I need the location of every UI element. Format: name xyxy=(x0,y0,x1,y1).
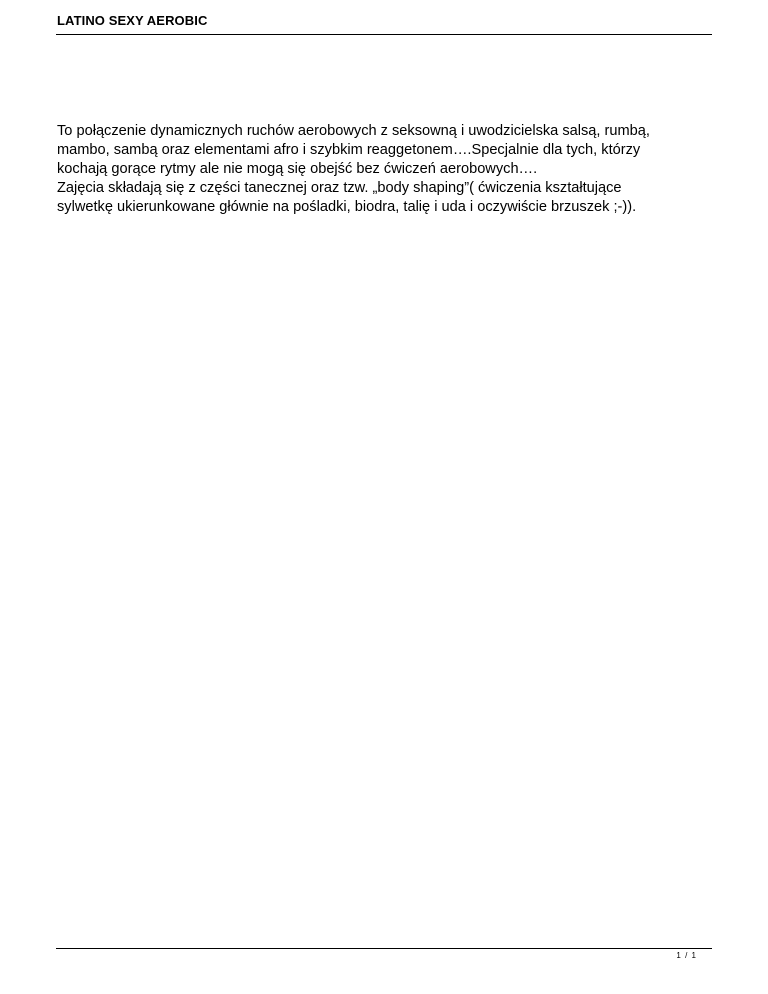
body-line-1: To połączenie dynamicznych ruchów aerobowych z seksowną i uwodzicielska salsą, rumbą, xyxy=(57,123,650,139)
article-body xyxy=(57,122,717,217)
body-line-4: Zajęcia składają się z części tanecznej oraz tzw. „body shaping”( ćwiczenia kształtujące xyxy=(57,180,622,196)
body-line-2: mambo, sambą oraz elementami afro i szybkim reaggetonem….Specjalnie dla tych, którzy xyxy=(57,142,641,158)
body-line-3: kochają gorące rytmy ale nie mogą się obejść bez ćwiczeń aerobowych…. xyxy=(57,161,538,177)
body-line-5: sylwetkę ukierunkowane głównie na pośladki, biodra, talię i uda i oczywiście brzuszek ;-)). xyxy=(57,199,637,215)
page-title: LATINO SEXY AEROBIC xyxy=(57,13,208,28)
footer-divider xyxy=(56,948,712,949)
page-number: 1 / 1 xyxy=(676,951,697,960)
header-divider xyxy=(56,34,712,35)
